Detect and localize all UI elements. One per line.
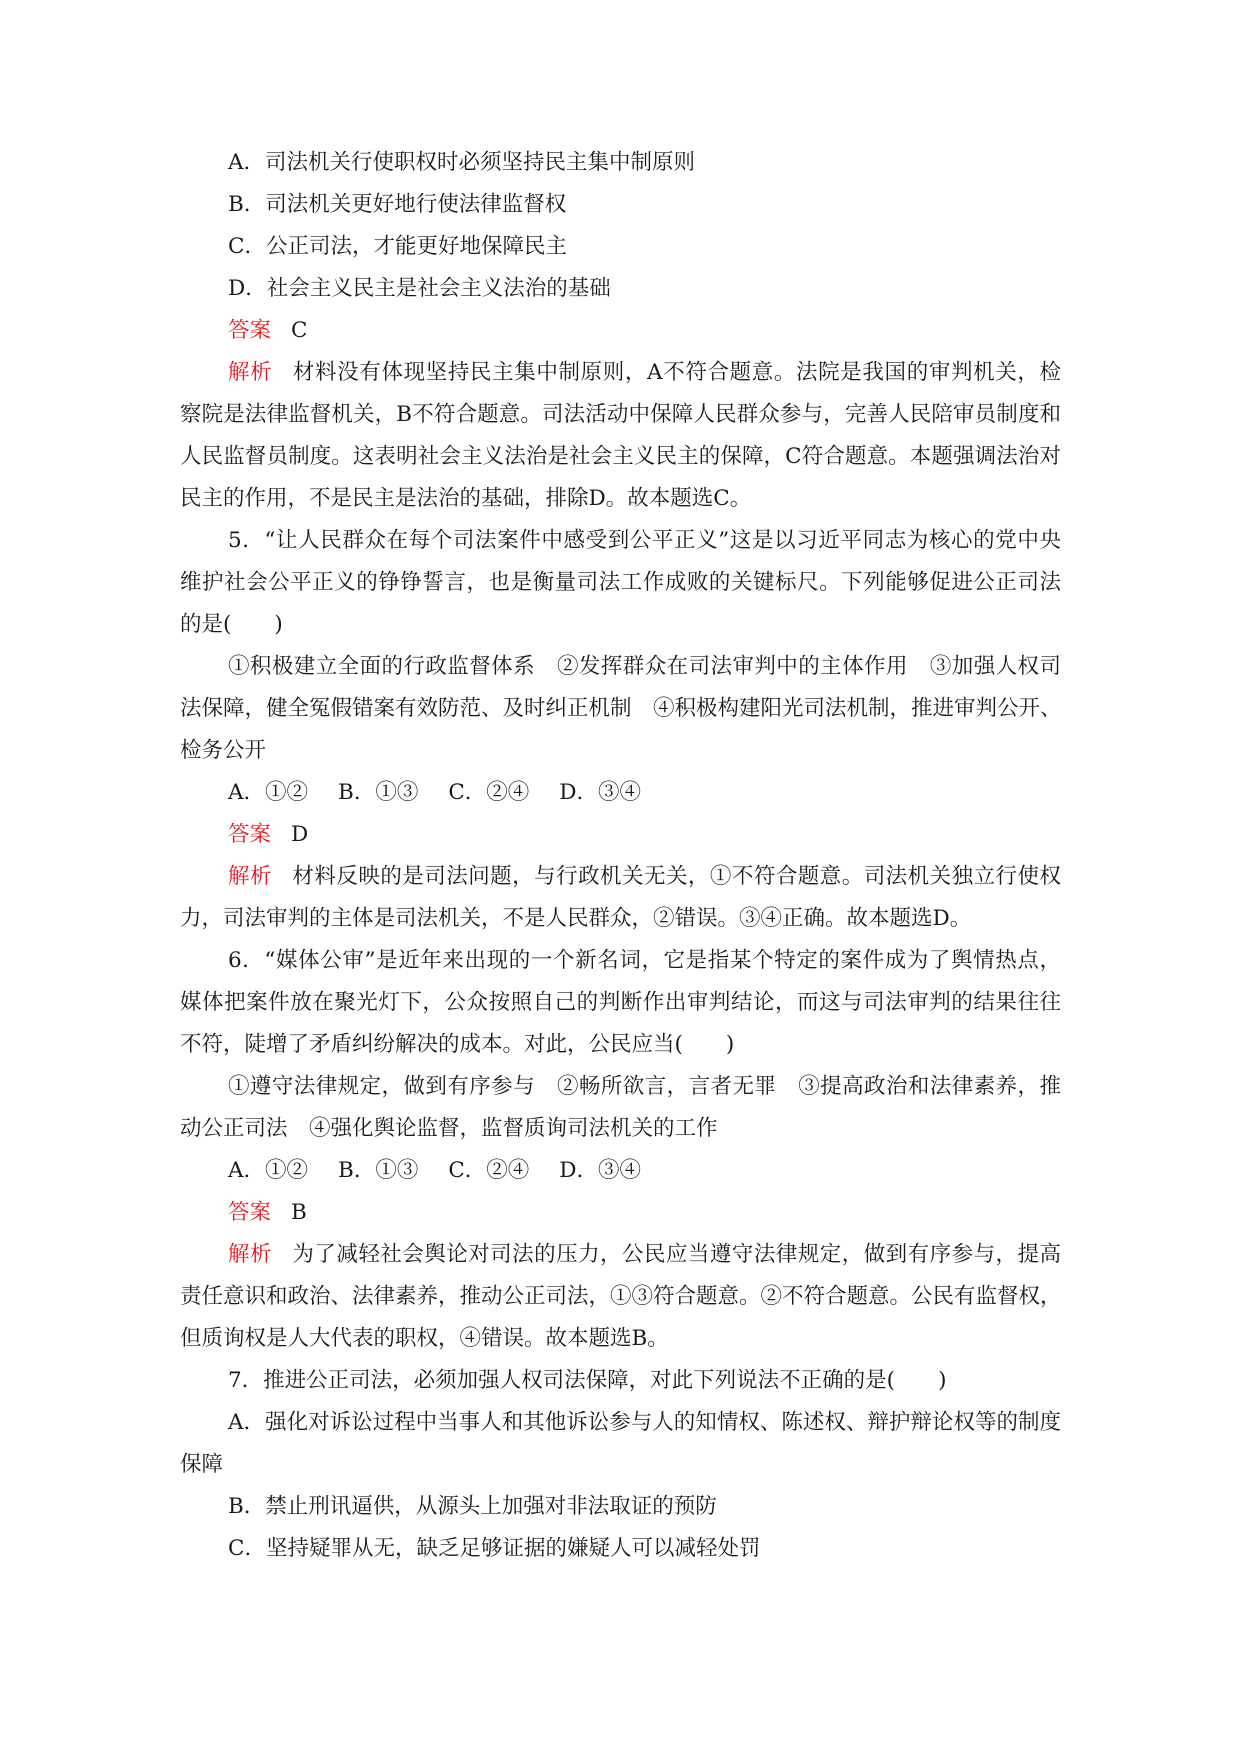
q5-stem-line: 的是( ) [180,612,283,637]
answer-label: 答案 [228,822,272,847]
q7-stem: 7．推进公正司法，必须加强人权司法保障，对此下列说法不正确的是( ) [228,1368,947,1393]
q5-items-line: 法保障，健全冤假错案有效防范、及时纠正机制 ④积极构建阳光司法机制，推进审判公开、 [180,696,1062,721]
choice-d: D．③④ [559,780,642,805]
answer-value: D [291,822,309,847]
q7-option-c: C．坚持疑罪从无，缺乏足够证据的嫌疑人可以减轻处罚 [228,1536,761,1561]
q6-stem-line: 不符，陡增了矛盾纠纷解决的成本。对此，公民应当( ) [180,1032,735,1057]
answer-label: 答案 [228,318,272,343]
q5-answer [180,814,1061,856]
q6-choices [180,1150,1061,1192]
q7-option-b: B．禁止刑讯逼供，从源头上加强对非法取证的预防 [228,1494,717,1519]
choice-b: B．①③ [338,780,419,805]
q4-answer [180,310,1061,352]
q5-items-line: ①积极建立全面的行政监督体系 ②发挥群众在司法审判中的主体作用 ③加强人权司 [228,654,1061,679]
q5-stem-line: 5．“让人民群众在每个司法案件中感受到公平正义”这是以习近平同志为核心的党中央 [228,528,1061,553]
q7-option-a-line: 保障 [180,1452,224,1477]
q5-analysis-line: 解析 材料反映的是司法问题，与行政机关无关，①不符合题意。司法机关独立行使权 [228,864,1061,889]
choice-b: B．①③ [338,1158,419,1183]
q6-answer [180,1192,1061,1234]
q4-analysis-line: 察院是法律监督机关，B不符合题意。司法活动中保障人民群众参与，完善人民陪审员制度和 [180,402,1061,427]
q6-items-line: 动公正司法 ④强化舆论监督，监督质询司法机关的工作 [180,1116,718,1141]
q7-option-a-line: A．强化对诉讼过程中当事人和其他诉讼参与人的知情权、陈述权、辩护辩论权等的制度 [228,1410,1061,1435]
choice-c: C．②④ [448,780,530,805]
q6-stem-line: 6．“媒体公审”是近年来出现的一个新名词，它是指某个特定的案件成为了舆情热点， [228,948,1061,973]
q4-analysis-line: 人民监督员制度。这表明社会主义法治是社会主义民主的保障，C符合题意。本题强调法治对 [180,444,1061,469]
q6-analysis-line: 但质询权是人大代表的职权，④错误。故本题选B。 [180,1326,669,1351]
choice-d: D．③④ [559,1158,642,1183]
analysis-label: 解析 [228,360,273,385]
choice-a: A．①② [228,1158,309,1183]
q5-analysis-line: 力，司法审判的主体是司法机关，不是人民群众，②错误。③④正确。故本题选D。 [180,906,972,931]
q6-stem-line: 媒体把案件放在聚光灯下，公众按照自己的判断作出审判结论，而这与司法审判的结果往往 [180,990,1061,1015]
analysis-label: 解析 [228,1242,272,1267]
analysis-label: 解析 [228,864,272,889]
answer-value: B [291,1200,307,1225]
q4-option-d: D．社会主义民主是社会主义法治的基础 [228,276,611,301]
q4-analysis-line: 解析 材料没有体现坚持民主集中制原则，A不符合题意。法院是我国的审判机关，检 [228,360,1061,385]
q6-analysis-line: 解析 为了减轻社会舆论对司法的压力，公民应当遵守法律规定，做到有序参与，提高 [228,1242,1061,1267]
choice-c: C．②④ [448,1158,530,1183]
choice-a: A．①② [228,780,309,805]
q4-option-a: A．司法机关行使职权时必须坚持民主集中制原则 [228,150,696,175]
q5-choices [180,772,1061,814]
q4-option-b: B．司法机关更好地行使法律监督权 [228,192,567,217]
q4-analysis-line: 民主的作用，不是民主是法治的基础，排除D。故本题选C。 [180,486,752,511]
q6-analysis-line: 责任意识和政治、法律素养，推动公正司法，①③符合题意。②不符合题意。公民有监督权， [180,1284,1062,1309]
answer-label: 答案 [228,1200,272,1225]
q4-option-c: C．公正司法，才能更好地保障民主 [228,234,567,259]
answer-value: C [291,318,308,343]
q5-items-line: 检务公开 [180,738,267,763]
q6-items-line: ①遵守法律规定，做到有序参与 ②畅所欲言，言者无罪 ③提高政治和法律素养，推 [228,1074,1061,1099]
q5-stem-line: 维护社会公平正义的铮铮誓言，也是衡量司法工作成败的关键标尺。下列能够促进公正司法 [180,570,1061,595]
